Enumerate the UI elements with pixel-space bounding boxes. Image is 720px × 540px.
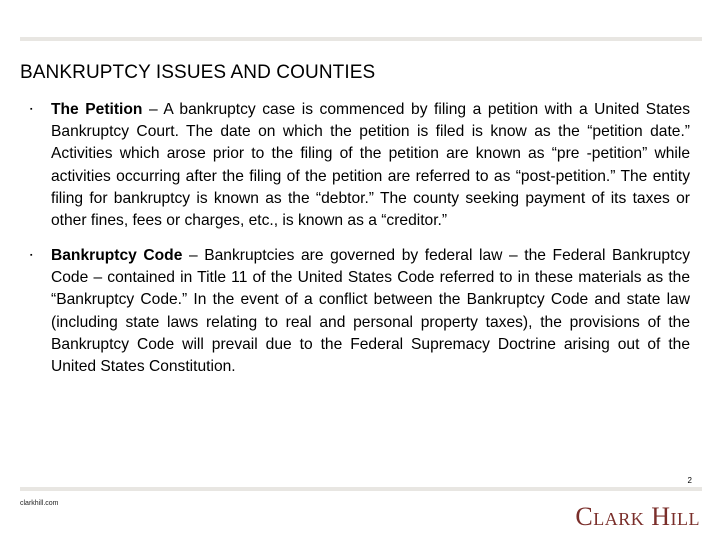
top-divider — [20, 37, 702, 41]
slide-title: BANKRUPTCY ISSUES AND COUNTIES — [20, 62, 376, 83]
bullet-term: The Petition — [51, 101, 143, 118]
footer-url: clarkhill.com — [20, 500, 59, 507]
clark-hill-logo: Clark Hill — [575, 502, 700, 531]
bullet-body: – Bankruptcies are governed by federal law – the Federal Bankruptcy Code – contained in Title 11 of the United States Code referred to in these materials as the “Bankruptcy Code.” In the event of a conflict between the Bankruptcy Code and state law (including state laws relating to real and personal property taxes), the provisions of the Bankruptcy Code will prevail due to the Federal Supremacy Doctrine arising out of the United States Constitution. — [51, 247, 691, 376]
bullet-item-petition — [30, 99, 690, 232]
bullet-body: – A bankruptcy case is commenced by filing a petition with a United States Bankruptcy Court. The date on which the petition is filed is know as the “petition date.” Activities which arose prior to the filing of the petition are known as “pre -petition” while activities occurring after the filing of the petition are referred to as “post-petition.” The entity filing for bankruptcy is known as the “debtor.” The county seeking payment of its taxes or other fines, fees or charges, etc., is known as a “creditor.” — [51, 101, 691, 230]
bullet-text — [51, 99, 690, 232]
bullet-term: Bankruptcy Code — [51, 247, 183, 264]
bullet-item-bankruptcy-code — [30, 245, 690, 378]
bottom-divider — [20, 487, 702, 491]
bullet-marker-icon: ▪ — [30, 252, 33, 259]
page-number: 2 — [687, 476, 692, 485]
bullet-marker-icon: ▪ — [30, 106, 33, 113]
bullet-text — [51, 245, 690, 378]
